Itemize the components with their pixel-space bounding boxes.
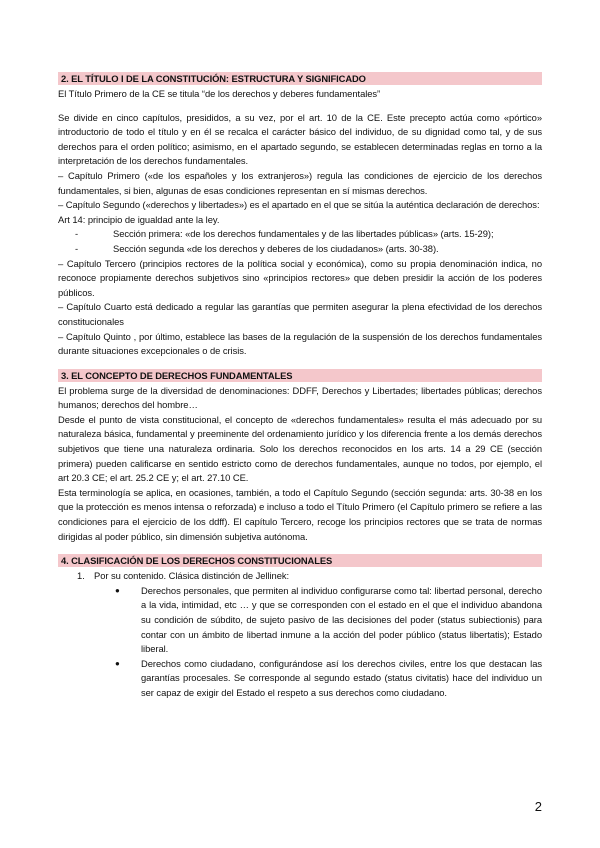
section-3-paragraph: Esta terminología se aplica, en ocasiones, también, a todo el Capítulo Segundo (sección segunda: arts. 30-38 en los que la protección es menos intensa o reforzada) e incluso a todo el Título Primero (el Capítulo primero se refiere a las condiciones para el ejercicio de los ddff). El capítulo Tercero, recoge los principios rectores que se trata de normas dirigidas al poder público, sin dimensión subjetiva autónoma. [58, 486, 542, 542]
section-2-paragraph: Se divide en cinco capítulos, presididos, a su vez, por el art. 10 de la CE. Este precepto actúa como «pórtico» introductorio de todo el título y en él se recalca el carácter básico del individuo, de su dignidad como tal, y de sus derechos para el orden político; asimismo, en el apartado segundo, se establecen determinadas reglas en torno a la interpretación de los derechos fundamentales. [58, 111, 542, 167]
section-2-paragraph: – Capítulo Quinto , por último, establece las bases de la regulación de la suspensión de los derechos fundamentales durante situaciones excepcionales o de crisis. [58, 330, 542, 357]
sub-list-text: Sección segunda «de los derechos y deberes de los ciudadanos» (arts. 30-38). [113, 242, 439, 254]
spacer [58, 544, 542, 554]
bullet-icon: ● [115, 658, 120, 668]
section-4-heading: 4. CLASIFICACIÓN DE LOS DERECHOS CONSTITUCIONALES [58, 554, 542, 567]
list-item-text: Por su contenido. Clásica distinción de Jellinek: [94, 570, 290, 582]
numbered-list-item [58, 569, 542, 584]
sub-list-text: Sección primera: «de los derechos fundamentales y de las libertades públicas» (arts. 15-29); [113, 228, 494, 240]
section-2-paragraph: – Capítulo Tercero (principios rectores de la política social y económica), como su propia denominación indica, no reconoce propiamente derechos subjetivos sino «principios rectores» que deben presidir la acción de los poderes públicos. [58, 257, 542, 298]
document-page [58, 72, 542, 701]
section-2-paragraph: – Capítulo Segundo («derechos y libertades») es el apartado en el que se sitúa la auténtica declaración de derechos: [58, 199, 540, 211]
page-number: 2 [534, 799, 542, 814]
sub-list-item [58, 242, 542, 257]
spacer [58, 102, 542, 111]
bullet-icon: ● [115, 585, 120, 595]
section-2-heading: 2. EL TÍTULO I DE LA CONSTITUCIÓN: ESTRUCTURA Y SIGNIFICADO [58, 72, 542, 85]
section-2-intro: El Título Primero de la CE se titula “de los derechos y deberes fundamentales” [58, 88, 381, 99]
section-3-paragraph: El problema surge de la diversidad de denominaciones: DDFF, Derechos y Libertades; libertades públicas; derechos humanos; derechos del hombre… [58, 384, 542, 411]
bullet-text: Derechos como ciudadano, configurándose así los derechos civiles, entre los que destacan las garantías procesales. Se corresponde al segundo estado (status civitatis) hace del individuo un ser capaz de exigir del Estado el respeto a sus derechos como ciudadano. [141, 657, 542, 698]
bullet-text: Derechos personales, que permiten al individuo configurarse como tal: libertad personal, derecho a la vida, intimidad, etc … y que se corresponden con el estado en el que el individuo abandona su condición de súbdito, de sujeto pasivo de las decisiones del poder (status subiectionis) para contar con un ámbito de libertad inmune a la acción del poder público (status libertatis); Estado liberal. [141, 584, 542, 655]
section-2-paragraph: – Capítulo Primero («de los españoles y los extranjeros») regula las condiciones de ejercicio de los derechos fundamentales, si bien, algunas de esas condiciones representan en sí mismas derechos. [58, 169, 542, 196]
sub-list-item [58, 227, 542, 242]
section-2-paragraph: – Capítulo Cuarto está dedicado a regular las garantías que permiten asegurar la plena efectividad de los derechos constitucionales [58, 301, 542, 327]
section-2-paragraph: Art 14: principio de igualdad ante la ley. [58, 213, 220, 225]
spacer [58, 359, 542, 369]
bullet-list-item [58, 657, 542, 701]
section-3-heading: 3. EL CONCEPTO DE DERECHOS FUNDAMENTALES [58, 369, 542, 382]
dash-marker: - [75, 228, 79, 240]
bullet-list-item [58, 584, 542, 657]
section-3-paragraph: Desde el punto de vista constitucional, el concepto de «derechos fundamentales» resulta el más adecuado por su naturaleza básica, fundamental y preeminente del ordenamiento jurídico y los diferencia frente a los demás derechos subjetivos que tiene una naturaleza ordinaria. Solo los derechos reconocidos en los arts. 14 a 29 CE (sección primera) pueden calificarse en sentido estricto como de derechos fundamentales, aunque no todos, por ejemplo, el art 20.3 CE; el art. 25.2 CE y; el art. 27.10 CE. [58, 413, 542, 484]
dash-marker: - [75, 242, 79, 254]
list-number: 1. [77, 570, 85, 582]
